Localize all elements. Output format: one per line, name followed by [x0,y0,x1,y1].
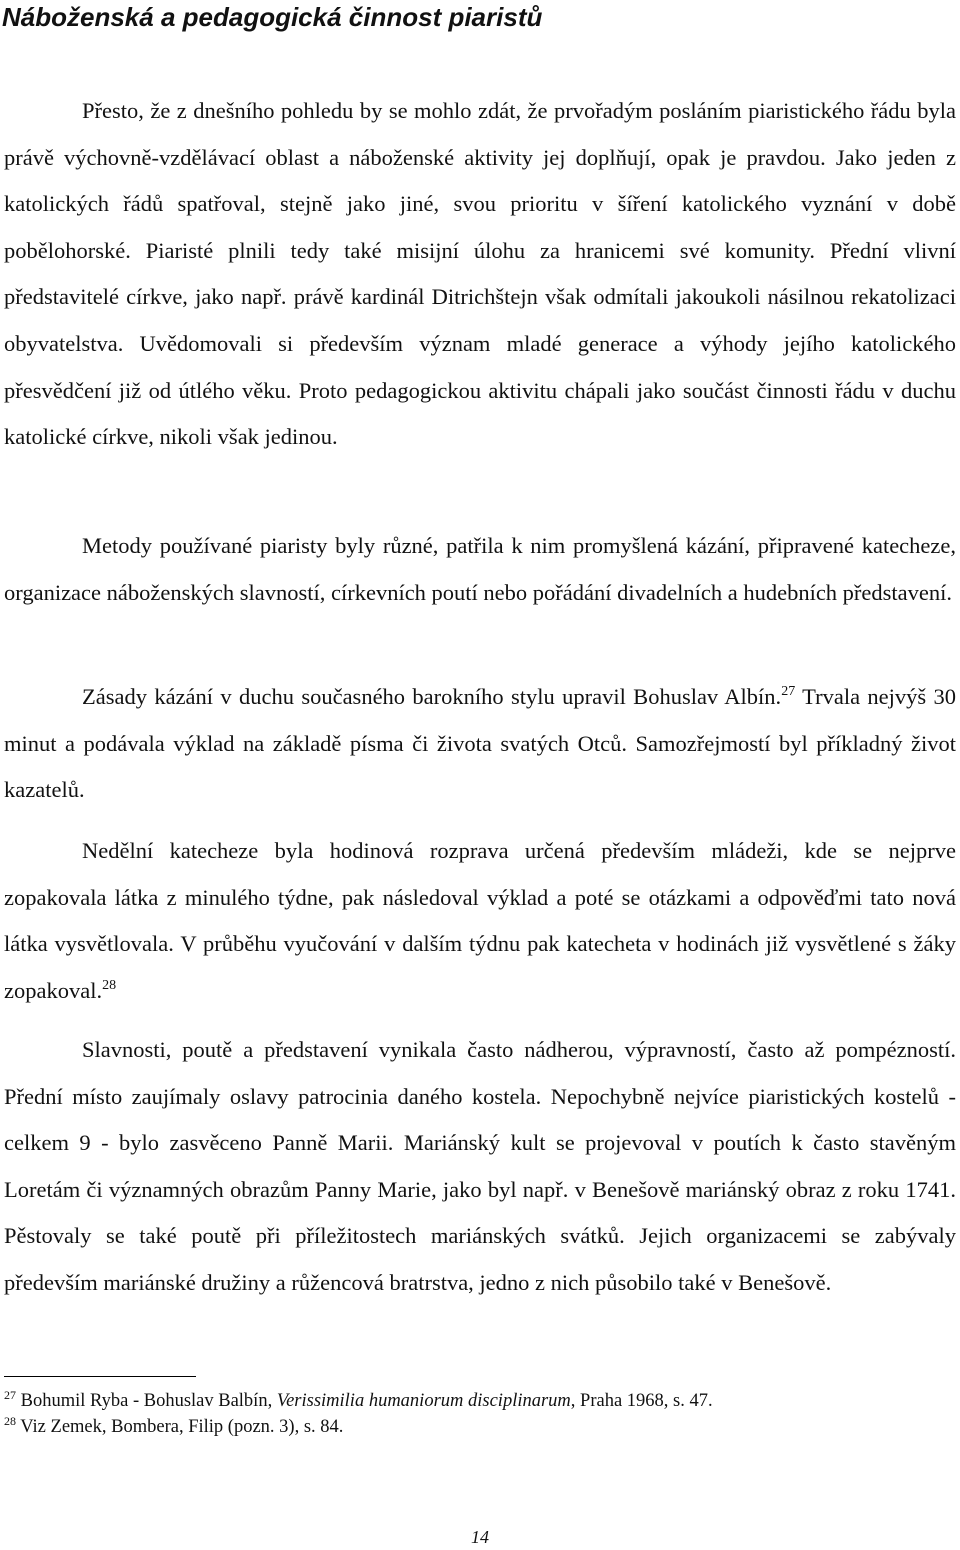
footnote-text: Viz Zemek, Bombera, Filip (pozn. 3), s. 84. [20,1417,344,1437]
footnote-number: 27 [4,1388,16,1402]
footnote-ref-27[interactable]: 27 [781,684,796,699]
main-text-2 [4,523,956,616]
main-text [4,88,956,461]
paragraph-3-text: Zásady kázání v duchu současného barokního stylu upravil Bohuslav Albín. [82,684,782,709]
footnote-title: Verissimilia humaniorum disciplinarum [276,1391,571,1411]
footnote-27 [4,1388,954,1414]
paragraph-1: Přesto, že z dnešního pohledu by se mohlo zdát, že prvořadým posláním piaristického řádu byla právě výchovně-vzdělávací oblast a náboženské aktivity jej doplňují, opak je pravdou. Jako jeden z katolických řádů spatřoval, stejně jako jiné, svou prioritu v šíření katolického vyznání v době pobělohorské. Piaristé plnili tedy také misijní úlohu za hranicemi své komunity. Přední vlivní představitelé církve, jako např. právě kardinál Ditrichštejn však odmítali jakoukoli násilnou rekatolizaci obyvatelstva. Uvědomovali si především význam mladé generace a výhody jejího katolického přesvědčení již od útlého věku. Proto pedagogickou aktivitu chápali jako součást činnosti řádu v duchu katolické církve, nikoli však jedinou. [4,98,956,450]
footnote-28 [4,1414,954,1440]
paragraph-3-cont: Trvala nejvýš 30 minut a podávala výklad na základě písma či života svatých Otců. Samozřejmostí byl příkladný život kazatelů. [4,684,957,803]
footnote-separator [4,1376,196,1377]
footnote-ref-28[interactable]: 28 [102,977,117,993]
main-text-4 [4,828,956,1014]
footnotes [4,1388,954,1440]
main-text-3 [4,674,956,814]
page-number: 14 [471,1527,489,1547]
paragraph-4-text: Nedělní katecheze byla hodinová rozprava určená především mládeži, kde se nejprve zopakovala látka z minulého týdne, pak následoval výklad a poté se otázkami a odpověďmi tato nová látka vysvětlovala. V průběhu vyučování v dalším týdnu pak katecheta v hodinách již vysvětlené s žáky zopakoval. [4,838,956,1003]
paragraph-3 [4,674,956,814]
footnote-text: Bohumil Ryba - Bohuslav Balbín, [20,1391,277,1411]
paragraph-4 [4,828,956,1014]
footnote-number: 28 [4,1414,16,1428]
main-text-5 [4,1027,956,1307]
paragraph-5: Slavnosti, poutě a představení vynikala často nádherou, výpravností, často až pompézností. Přední místo zaujímaly oslavy patrocinia daného kostela. Nepochybně nejvíce piaristických kostelů - celkem 9 - bylo zasvěceno Panně Marii. Mariánský kult se projevoval v poutích k často stavěným Loretám či významných obrazům Panny Marie, jako byl např. v Benešově mariánský obraz z roku 1741. Pěstovaly se také poutě při příležitostech mariánských svátků. Jejich organizacemi se zabývaly především mariánské družiny a růžencová bratrstva, jedno z nich působilo také v Benešově. [4,1037,956,1295]
footnote-text-end: , Praha 1968, s. 47. [570,1391,713,1411]
page-title: Náboženská a pedagogická činnost piaristů [2,2,543,32]
paragraph-2: Metody používané piaristy byly různé, patřila k nim promyšlená kázání, připravené katecheze, organizace náboženských slavností, církevních poutí nebo pořádání divadelních a hudebních představení. [4,533,956,605]
